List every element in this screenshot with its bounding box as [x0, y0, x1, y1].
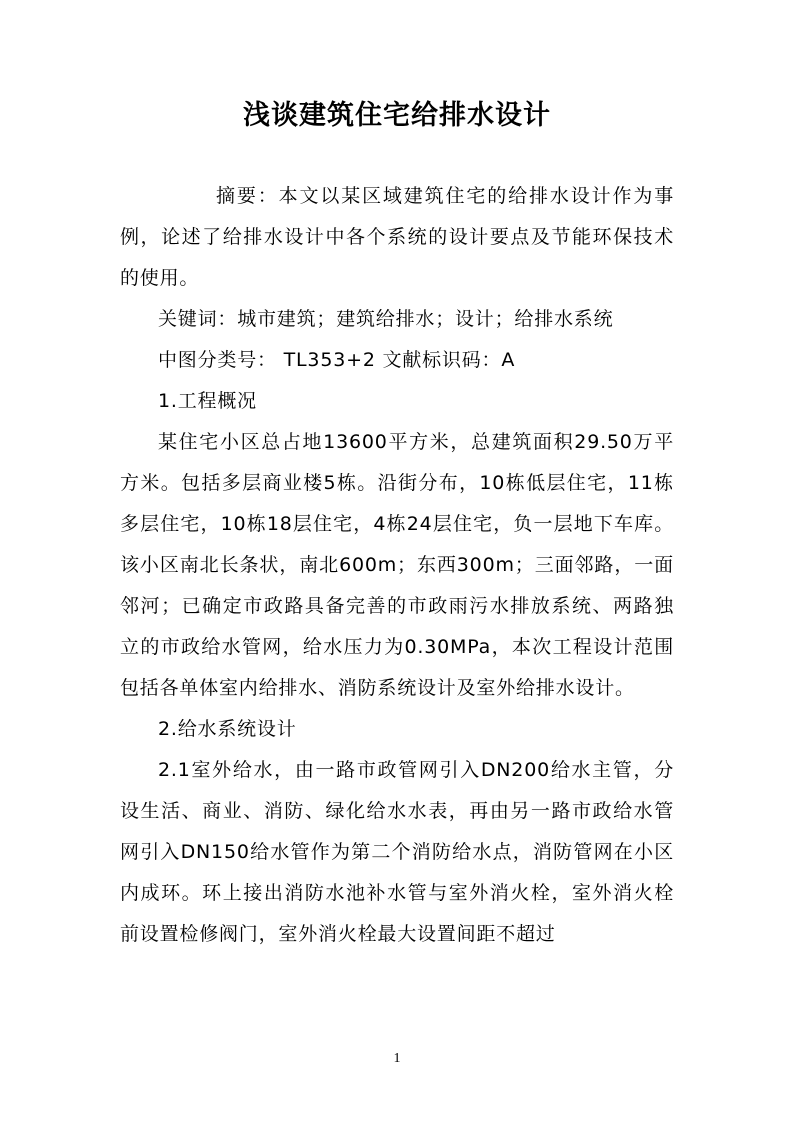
section-heading-project-overview: 1.工程概况 [158, 390, 257, 412]
document-body [120, 176, 674, 955]
keywords-paragraph: 关键词：城市建筑；建筑给排水；设计；给排水系统 [158, 308, 614, 330]
classification-paragraph: 中图分类号： TL353+2 文献标识码：A [158, 349, 516, 371]
page-number: 1 [393, 1051, 401, 1066]
document-title: 浅谈建筑住宅给排水设计 [243, 100, 551, 131]
outdoor-water-supply-paragraph: 2.1室外给水，由一路市政管网引入DN200给水主管，分设生活、商业、消防、绿化给水水表，再由另一路市政给水管网引入DN150给水管作为第二个消防给水点，消防管网在小区内成环。环上接出消防水池补水管与室外消火栓，室外消火栓前设置检修阀门，室外消火栓最大设置间距不超过 [120, 759, 674, 945]
project-overview-paragraph: 某住宅小区总占地13600平方米，总建筑面积29.50万平方米。包括多层商业楼5栋。沿街分布，10栋低层住宅，11栋多层住宅，10栋18层住宅，4栋24层住宅，负一层地下车库。该小区南北长条状，南北600m；东西300m；三面邻路，一面邻河；已确定市政路具备完善的市政雨污水排放系统、两路独立的市政给水管网，给水压力为0.30MPa，本次工程设计范围包括各单体室内给排水、消防系统设计及室外给排水设计。 [120, 431, 674, 699]
section-heading-water-supply-design: 2.给水系统设计 [158, 718, 297, 740]
abstract-paragraph: 摘要：本文以某区域建筑住宅的给排水设计作为事例，论述了给排水设计中各个系统的设计要点及节能环保技术的使用。 [120, 185, 674, 289]
